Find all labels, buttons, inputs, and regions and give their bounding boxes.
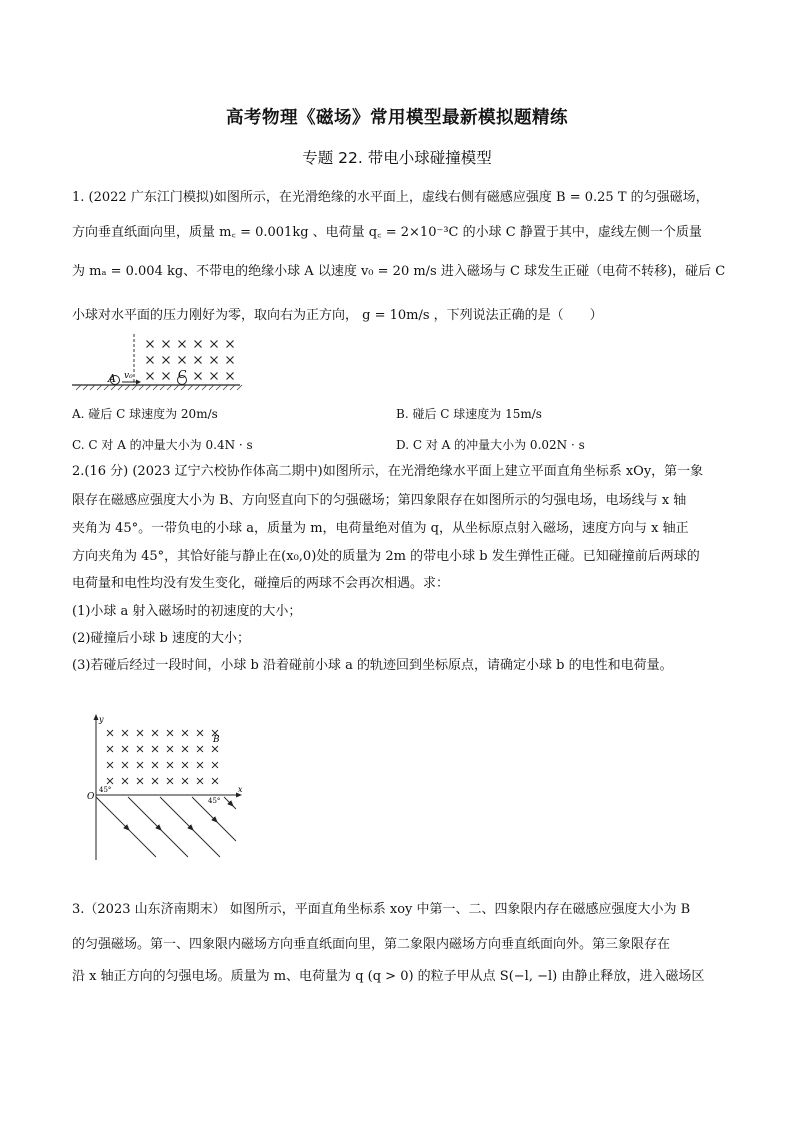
label-a: A (108, 372, 116, 385)
q3-line-1: 3.（2023 山东济南期末） 如图所示，平面直角坐标系 xoy 中第一、二、四象限内存在磁感应强度大小为 B (72, 902, 691, 917)
q2-figure (84, 712, 254, 862)
q1-option-a: A. 碰后 C 球速度为 20m/s (72, 407, 218, 421)
y-axis-arrowhead (94, 714, 99, 720)
electric-field-lines (96, 797, 236, 857)
angle-label-field: 45° (208, 797, 221, 805)
q3-line-2: 的匀强磁场。第一、四象限内磁场方向垂直纸面向里，第二象限内磁场方向垂直纸面向外。第三象限存在 (72, 937, 671, 952)
q1-line-3: 为 mₐ = 0.004 kg、不带电的绝缘小球 A 以速度 v₀ = 20 m/s 进入磁场与 C 球发生正碰（电荷不转移)，碰后 C (72, 264, 726, 279)
q2-line-2: 限存在磁感应强度大小为 B、方向竖直向下的匀强磁场；第四象限存在如图所示的匀强电场，电场线与 x 轴 (72, 493, 687, 508)
q1-line-4: 小球对水平面的压力刚好为零，取向右为正方向， g = 10m/s ，下列说法正确的是（ ） (72, 308, 603, 323)
label-v0: v₀ (124, 371, 133, 381)
q1-line-1: 1. (2022 广东江门模拟)如图所示，在光滑绝缘的水平面上，虚线右侧有磁感应强度 B = 0.25 T 的匀强磁场， (72, 190, 709, 205)
q2-line-5: 电荷量和电性均没有发生变化，碰撞后的两球不会再次相遇。求： (72, 576, 450, 591)
label-b: B (213, 735, 220, 745)
q1-option-c: C. C 对 A 的冲量大小为 0.4N · s (72, 438, 253, 452)
angle-label-origin: 45° (99, 786, 112, 794)
q1-figure (70, 332, 250, 394)
q2-line-8: (3)若碰后经过一段时间，小球 b 沿着碰前小球 a 的轨迹回到坐标原点，请确定小球 b 的电性和电荷量。 (72, 658, 673, 673)
q2-line-6: (1)小球 a 射入磁场时的初速度的大小； (72, 604, 302, 619)
q1-line-2: 方向垂直纸面向里，质量 m꜀ = 0.001kg 、电荷量 q꜀ = 2×10⁻³C 的小球 C 静置于其中，虚线左侧一个质量 (72, 225, 702, 240)
document-title: 高考物理《磁场》常用模型最新模拟题精练 (226, 108, 568, 128)
label-o: O (87, 792, 95, 802)
q2-line-1: 2.(16 分) (2023 辽宁六校协作体高二期中)如图所示，在光滑绝缘水平面上建立平面直角坐标系 xOy，第一象 (72, 464, 704, 479)
velocity-arrowhead (136, 380, 141, 385)
q3-line-3: 沿 x 轴正方向的匀强电场。质量为 m、电荷量为 q (q > 0) 的粒子甲从点 S(−l, −l) 由静止释放，进入磁场区 (72, 969, 705, 984)
q2-line-3: 夹角为 45°。一带负电的小球 a，质量为 m，电荷量绝对值为 q，从坐标原点射入磁场，速度方向与 x 轴正 (72, 521, 689, 536)
magnetic-field-crosses (147, 341, 234, 380)
label-y: y (99, 715, 104, 724)
label-c: C (178, 368, 187, 381)
label-x: x (238, 785, 243, 794)
q2-line-7: (2)碰撞后小球 b 速度的大小； (72, 631, 251, 646)
q2-line-4: 方向夹角为 45°，其恰好能与静止在(x₀,0)处的质量为 2m 的带电小球 b 发生弹性正碰。已知碰撞前后两球的 (72, 549, 700, 564)
document-subtitle: 专题 22. 带电小球碰撞模型 (302, 149, 492, 167)
ground-hatching (76, 385, 242, 390)
q1-option-d: D. C 对 A 的冲量大小为 0.02N · s (396, 438, 585, 452)
magnetic-field-crosses (107, 730, 218, 784)
q1-option-b: B. 碰后 C 球速度为 15m/s (396, 407, 542, 421)
